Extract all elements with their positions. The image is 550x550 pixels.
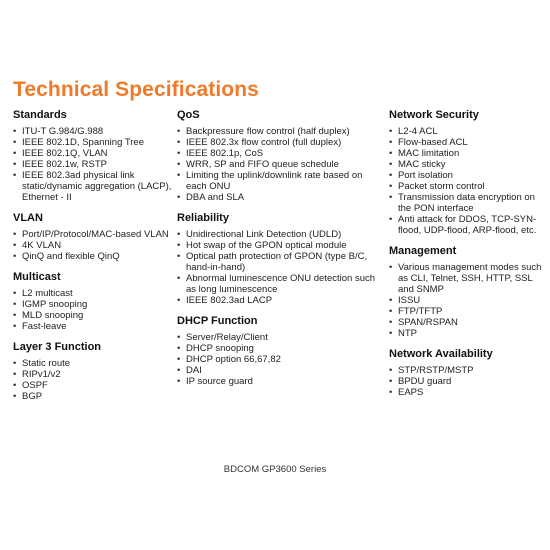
spec-list-item: • Flow-based ACL <box>389 137 544 148</box>
spec-section <box>389 109 544 236</box>
spec-section <box>13 212 173 262</box>
spec-list-item: • Port/IP/Protocol/MAC-based VLAN <box>13 229 173 240</box>
spec-list-item: • Abnormal luminescence ONU detection such as long luminescence <box>177 273 382 295</box>
spec-list-item: • DBA and SLA <box>177 192 382 203</box>
spec-list-item: • IEEE 802.3ad LACP <box>177 295 382 306</box>
spec-list-item: • L2-4 ACL <box>389 126 544 137</box>
section-heading: DHCP Function <box>177 315 258 327</box>
spec-list-item: • ITU-T G.984/G.988 <box>13 126 173 137</box>
spec-list-item: • DHCP snooping <box>177 343 382 354</box>
spec-section <box>389 245 544 339</box>
spec-list <box>13 229 173 262</box>
spec-list-item: • IEEE 802.1Q, VLAN <box>13 148 173 159</box>
spec-list-item: • IEEE 802.1w, RSTP <box>13 159 173 170</box>
section-heading: Multicast <box>13 271 61 283</box>
spec-column-1 <box>13 109 173 411</box>
spec-section <box>177 315 382 387</box>
spec-list-item: • MAC sticky <box>389 159 544 170</box>
spec-list-item: • OSPF <box>13 380 173 391</box>
spec-list-item: • RIPv1/v2 <box>13 369 173 380</box>
spec-list-item: • Hot swap of the GPON optical module <box>177 240 382 251</box>
section-heading: QoS <box>177 109 200 121</box>
spec-list-item: • Static route <box>13 358 173 369</box>
spec-list-item: • Unidirectional Link Detection (UDLD) <box>177 229 382 240</box>
spec-list <box>13 288 173 332</box>
spec-section <box>389 348 544 398</box>
spec-list-item: • STP/RSTP/MSTP <box>389 365 544 376</box>
spec-list-item: • DHCP option 66,67,82 <box>177 354 382 365</box>
spec-list-item: • Packet storm control <box>389 181 544 192</box>
spec-column-3 <box>389 109 544 407</box>
spec-list <box>389 365 544 398</box>
spec-section <box>13 341 173 402</box>
section-heading: VLAN <box>13 212 43 224</box>
spec-section <box>177 212 382 306</box>
spec-list-item: • Backpressure flow control (half duplex) <box>177 126 382 137</box>
spec-section <box>13 271 173 332</box>
spec-list-item: • Fast-leave <box>13 321 173 332</box>
section-heading: Reliability <box>177 212 229 224</box>
spec-list-item: • Transmission data encryption on the PON interface <box>389 192 544 214</box>
spec-column-2 <box>177 109 382 396</box>
spec-list-item: • EAPS <box>389 387 544 398</box>
spec-section <box>13 109 173 203</box>
spec-list-item: • L2 multicast <box>13 288 173 299</box>
spec-list-item: • Port isolation <box>389 170 544 181</box>
spec-list-item: • 4K VLAN <box>13 240 173 251</box>
spec-list-item: • FTP/TFTP <box>389 306 544 317</box>
footer-series-name: BDCOM GP3600 Series <box>223 464 327 475</box>
page-title: Technical Specifications <box>13 78 259 101</box>
spec-list-item: • Optical path protection of GPON (type B/C, hand-in-hand) <box>177 251 382 273</box>
spec-list-item: • IGMP snooping <box>13 299 173 310</box>
section-heading: Network Availability <box>389 348 493 360</box>
spec-list-item: • IP source guard <box>177 376 382 387</box>
section-heading: Standards <box>13 109 67 121</box>
spec-section <box>177 109 382 203</box>
spec-list <box>177 126 382 203</box>
spec-list-item: • DAI <box>177 365 382 376</box>
spec-list-item: • QinQ and flexible QinQ <box>13 251 173 262</box>
spec-list <box>389 262 544 339</box>
spec-list-item: • Various management modes such as CLI, Telnet, SSH, HTTP, SSL and SNMP <box>389 262 544 295</box>
spec-list <box>389 126 544 236</box>
spec-list-item: • SPAN/RSPAN <box>389 317 544 328</box>
spec-list-item: • MAC limitation <box>389 148 544 159</box>
section-heading: Management <box>389 245 457 257</box>
spec-list <box>177 229 382 306</box>
spec-list-item: • IEEE 802.1D, Spanning Tree <box>13 137 173 148</box>
section-heading: Layer 3 Function <box>13 341 102 353</box>
spec-list-item: • NTP <box>389 328 544 339</box>
spec-list-item: • IEEE 802.3x flow control (full duplex) <box>177 137 382 148</box>
spec-list-item: • IEEE 802.1p, CoS <box>177 148 382 159</box>
spec-list <box>177 332 382 387</box>
spec-list-item: • WRR, SP and FIFO queue schedule <box>177 159 382 170</box>
section-heading: Network Security <box>389 109 479 121</box>
spec-list-item: • Anti attack for DDOS, TCP-SYN-flood, UDP-flood, ARP-flood, etc. <box>389 214 544 236</box>
spec-list-item: • Limiting the uplink/downlink rate based on each ONU <box>177 170 382 192</box>
spec-list-item: • MLD snooping <box>13 310 173 321</box>
spec-list <box>13 358 173 402</box>
spec-list-item: • ISSU <box>389 295 544 306</box>
spec-list-item: • IEEE 802.3ad physical link static/dynamic aggregation (LACP), Ethernet - II <box>13 170 173 203</box>
spec-list <box>13 126 173 203</box>
spec-list-item: • BPDU guard <box>389 376 544 387</box>
spec-list-item: • Server/Relay/Client <box>177 332 382 343</box>
spec-list-item: • BGP <box>13 391 173 402</box>
